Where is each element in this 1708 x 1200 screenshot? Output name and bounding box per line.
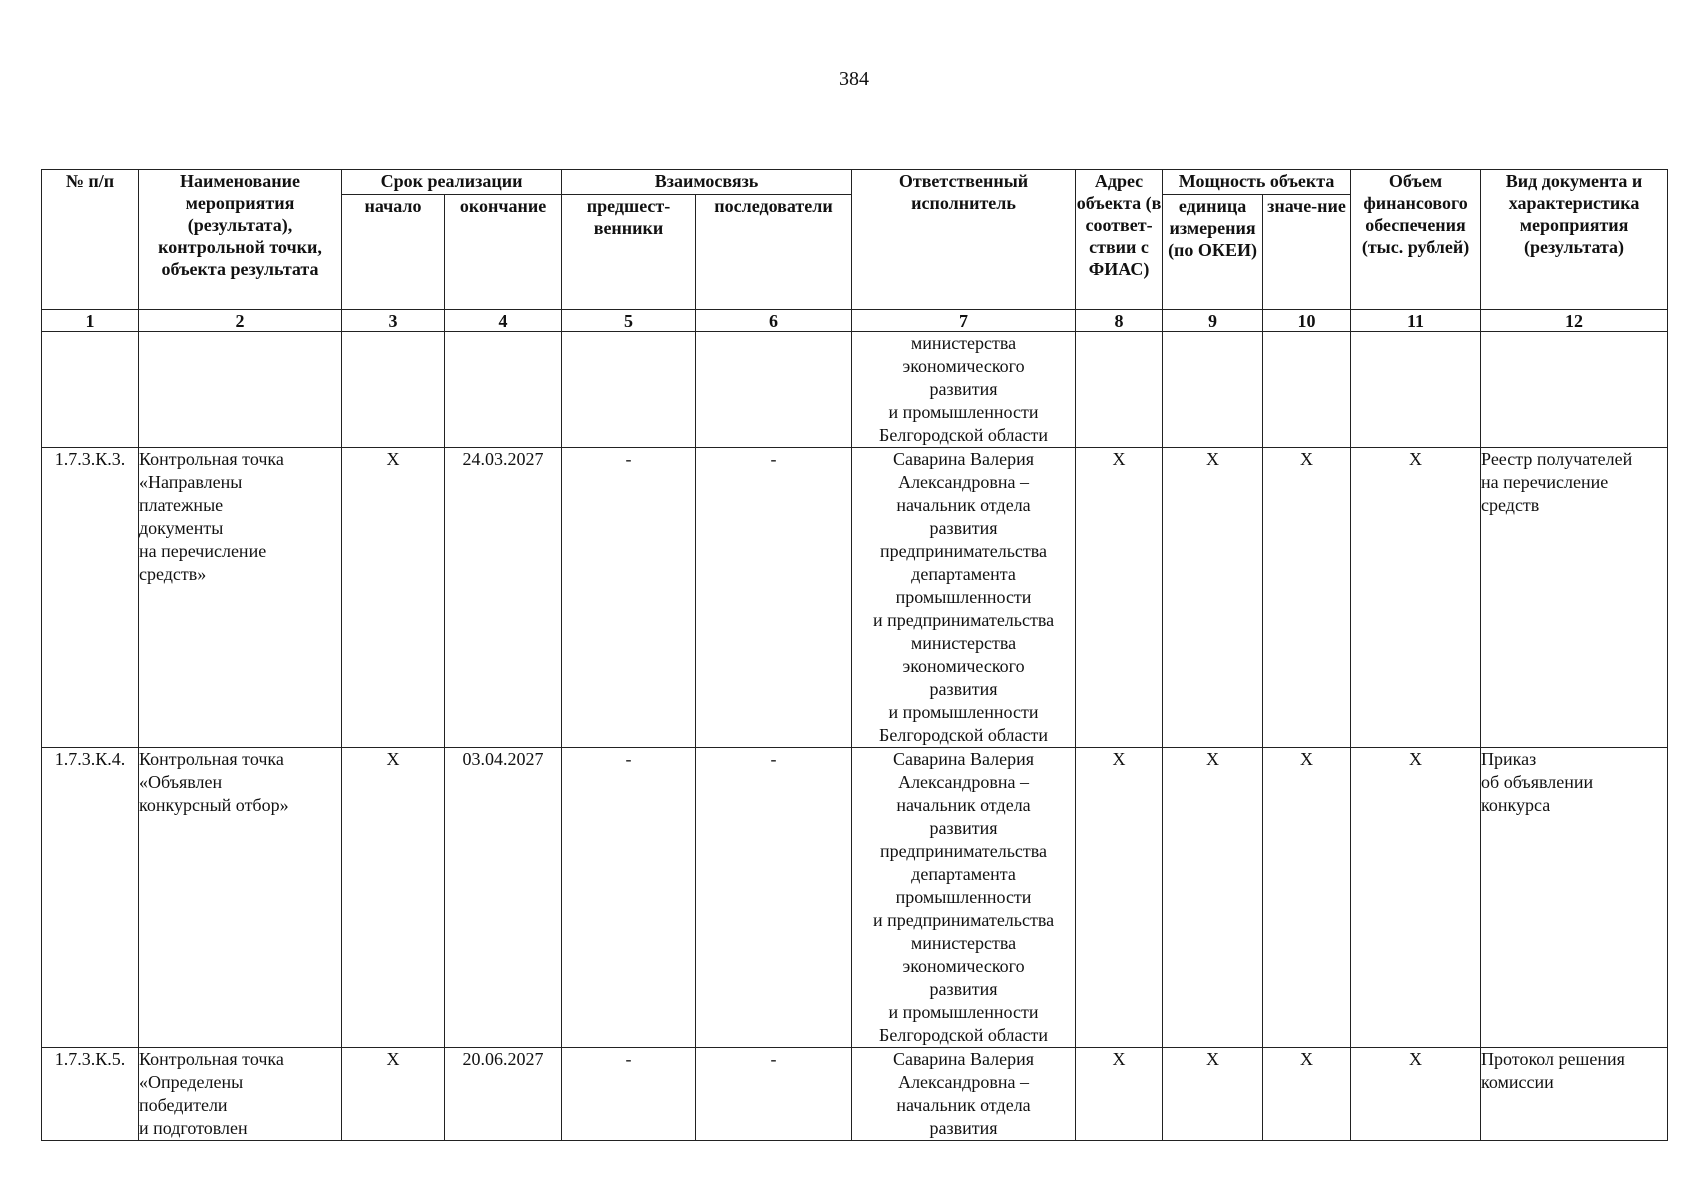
executor-line: экономического bbox=[902, 356, 1025, 376]
row-executor-line: промышленности bbox=[895, 887, 1032, 907]
continuation-executor bbox=[852, 332, 1076, 448]
row-executor-line: развития bbox=[929, 818, 998, 838]
row-executor-line: Саварина Валерия bbox=[893, 449, 1035, 469]
row-executor-line: начальник отдела bbox=[896, 1095, 1031, 1115]
row-name-line: «Определены bbox=[139, 1072, 244, 1092]
row-executor-line: развития bbox=[929, 1118, 998, 1138]
header-name: Наименование мероприятия (результата), контрольной точки, объекта результата bbox=[139, 170, 342, 310]
header-doc: Вид документа и характеристика мероприятия (результата) bbox=[1481, 170, 1668, 310]
header-executor: Ответственный исполнитель bbox=[852, 170, 1076, 310]
row-finance: X bbox=[1351, 448, 1481, 748]
column-number: 6 bbox=[696, 310, 852, 332]
row-number: 1.7.3.К.3. bbox=[42, 448, 139, 748]
column-number: 10 bbox=[1263, 310, 1351, 332]
row-executor-line: и предпринимательства bbox=[872, 910, 1055, 930]
row-executor-line: экономического bbox=[902, 956, 1025, 976]
row-predecessors: - bbox=[562, 1048, 696, 1141]
column-number: 8 bbox=[1076, 310, 1163, 332]
row-number: 1.7.3.К.4. bbox=[42, 748, 139, 1048]
row-executor-line: Александровна – bbox=[898, 772, 1029, 792]
column-number: 3 bbox=[342, 310, 445, 332]
row-value: X bbox=[1263, 448, 1351, 748]
row-doc-line: Приказ bbox=[1481, 749, 1537, 769]
row-executor-line: министерства bbox=[910, 933, 1017, 953]
row-unit: X bbox=[1163, 448, 1263, 748]
plan-table bbox=[41, 169, 1668, 1141]
header-end: окончание bbox=[445, 195, 562, 310]
row-successors: - bbox=[696, 448, 852, 748]
row-executor-line: департамента bbox=[911, 864, 1016, 884]
header-value: значе-ние bbox=[1263, 195, 1351, 310]
row-name-line: победители bbox=[139, 1095, 228, 1115]
row-finance: X bbox=[1351, 1048, 1481, 1141]
row-successors: - bbox=[696, 748, 852, 1048]
row-name-line: средств» bbox=[139, 564, 207, 584]
row-executor-line: и промышленности bbox=[888, 702, 1039, 722]
header-start: начало bbox=[342, 195, 445, 310]
row-doc-line: Протокол решения bbox=[1481, 1049, 1625, 1069]
header-predecessors: предшест-венники bbox=[562, 195, 696, 310]
row-name bbox=[139, 1048, 342, 1141]
row-end: 20.06.2027 bbox=[445, 1048, 562, 1141]
continuation-row bbox=[42, 332, 1668, 448]
header-capacity-group: Мощность объекта bbox=[1163, 170, 1351, 195]
row-name-line: и подготовлен bbox=[139, 1118, 248, 1138]
row-executor-line: Белгородской области bbox=[879, 1025, 1049, 1045]
row-finance: X bbox=[1351, 748, 1481, 1048]
column-number: 9 bbox=[1163, 310, 1263, 332]
row-start: X bbox=[342, 448, 445, 748]
row-doc bbox=[1481, 1048, 1668, 1141]
header-unit: единица измерения (по ОКЕИ) bbox=[1163, 195, 1263, 310]
row-executor-line: Саварина Валерия bbox=[893, 749, 1035, 769]
row-value: X bbox=[1263, 1048, 1351, 1141]
row-doc-line: об объявлении bbox=[1481, 772, 1594, 792]
row-executor-line: Александровна – bbox=[898, 472, 1029, 492]
row-doc bbox=[1481, 448, 1668, 748]
row-name bbox=[139, 748, 342, 1048]
row-number: 1.7.3.К.5. bbox=[42, 1048, 139, 1141]
row-executor-line: развития bbox=[929, 979, 998, 999]
executor-line: развития bbox=[929, 379, 998, 399]
row-executor-line: и предпринимательства bbox=[872, 610, 1055, 630]
row-end: 03.04.2027 bbox=[445, 748, 562, 1048]
row-executor bbox=[852, 748, 1076, 1048]
row-executor-line: департамента bbox=[911, 564, 1016, 584]
page-number: 384 bbox=[839, 68, 869, 90]
row-name-line: Контрольная точка bbox=[139, 1049, 284, 1069]
row-predecessors: - bbox=[562, 448, 696, 748]
row-name bbox=[139, 448, 342, 748]
row-executor-line: промышленности bbox=[895, 587, 1032, 607]
executor-line: Белгородской области bbox=[879, 425, 1049, 445]
header-relation-group: Взаимосвязь bbox=[562, 170, 852, 195]
row-name-line: конкурсный отбор» bbox=[139, 795, 289, 815]
row-doc bbox=[1481, 748, 1668, 1048]
row-doc-line: конкурса bbox=[1481, 795, 1551, 815]
row-executor-line: Александровна – bbox=[898, 1072, 1029, 1092]
header-address: Адрес объекта (в соответ-ствии с ФИАС) bbox=[1076, 170, 1163, 310]
row-executor-line: министерства bbox=[910, 633, 1017, 653]
column-number: 4 bbox=[445, 310, 562, 332]
row-successors: - bbox=[696, 1048, 852, 1141]
row-name-line: Контрольная точка bbox=[139, 749, 284, 769]
row-start: X bbox=[342, 748, 445, 1048]
row-end: 24.03.2027 bbox=[445, 448, 562, 748]
row-doc-line: Реестр получателей bbox=[1481, 449, 1633, 469]
row-executor-line: Белгородской области bbox=[879, 725, 1049, 745]
column-number: 12 bbox=[1481, 310, 1668, 332]
row-executor-line: экономического bbox=[902, 656, 1025, 676]
table-row bbox=[42, 748, 1668, 1048]
row-executor-line: предпринимательства bbox=[880, 841, 1048, 861]
table-row bbox=[42, 448, 1668, 748]
row-executor-line: и промышленности bbox=[888, 1002, 1039, 1022]
row-address: X bbox=[1076, 1048, 1163, 1141]
row-name-line: Контрольная точка bbox=[139, 449, 284, 469]
header-finance: Объем финансового обеспечения (тыс. рублей) bbox=[1351, 170, 1481, 310]
header-period-group: Срок реализации bbox=[342, 170, 562, 195]
row-predecessors: - bbox=[562, 748, 696, 1048]
row-executor-line: Саварина Валерия bbox=[893, 1049, 1035, 1069]
executor-line: министерства bbox=[910, 333, 1017, 353]
row-name-line: платежные bbox=[139, 495, 224, 515]
row-executor-line: развития bbox=[929, 679, 998, 699]
row-doc-line: на перечисление bbox=[1481, 472, 1609, 492]
column-number: 1 bbox=[42, 310, 139, 332]
row-unit: X bbox=[1163, 748, 1263, 1048]
row-name-line: «Объявлен bbox=[139, 772, 223, 792]
column-number-row bbox=[42, 310, 1668, 332]
row-executor bbox=[852, 1048, 1076, 1141]
executor-line: и промышленности bbox=[888, 402, 1039, 422]
row-unit: X bbox=[1163, 1048, 1263, 1141]
row-doc-line: комиссии bbox=[1481, 1072, 1554, 1092]
row-executor-line: начальник отдела bbox=[896, 495, 1031, 515]
column-number: 5 bbox=[562, 310, 696, 332]
row-executor-line: предпринимательства bbox=[880, 541, 1048, 561]
header-num: № п/п bbox=[42, 170, 139, 310]
row-address: X bbox=[1076, 748, 1163, 1048]
column-number: 11 bbox=[1351, 310, 1481, 332]
row-address: X bbox=[1076, 448, 1163, 748]
header-successors: последователи bbox=[696, 195, 852, 310]
row-executor bbox=[852, 448, 1076, 748]
row-start: X bbox=[342, 1048, 445, 1141]
row-executor-line: развития bbox=[929, 518, 998, 538]
row-name-line: «Направлены bbox=[139, 472, 243, 492]
row-doc-line: средств bbox=[1481, 495, 1540, 515]
column-number: 2 bbox=[139, 310, 342, 332]
table-row bbox=[42, 1048, 1668, 1141]
row-name-line: документы bbox=[139, 518, 224, 538]
row-executor-line: начальник отдела bbox=[896, 795, 1031, 815]
column-number: 7 bbox=[852, 310, 1076, 332]
row-value: X bbox=[1263, 748, 1351, 1048]
row-name-line: на перечисление bbox=[139, 541, 267, 561]
